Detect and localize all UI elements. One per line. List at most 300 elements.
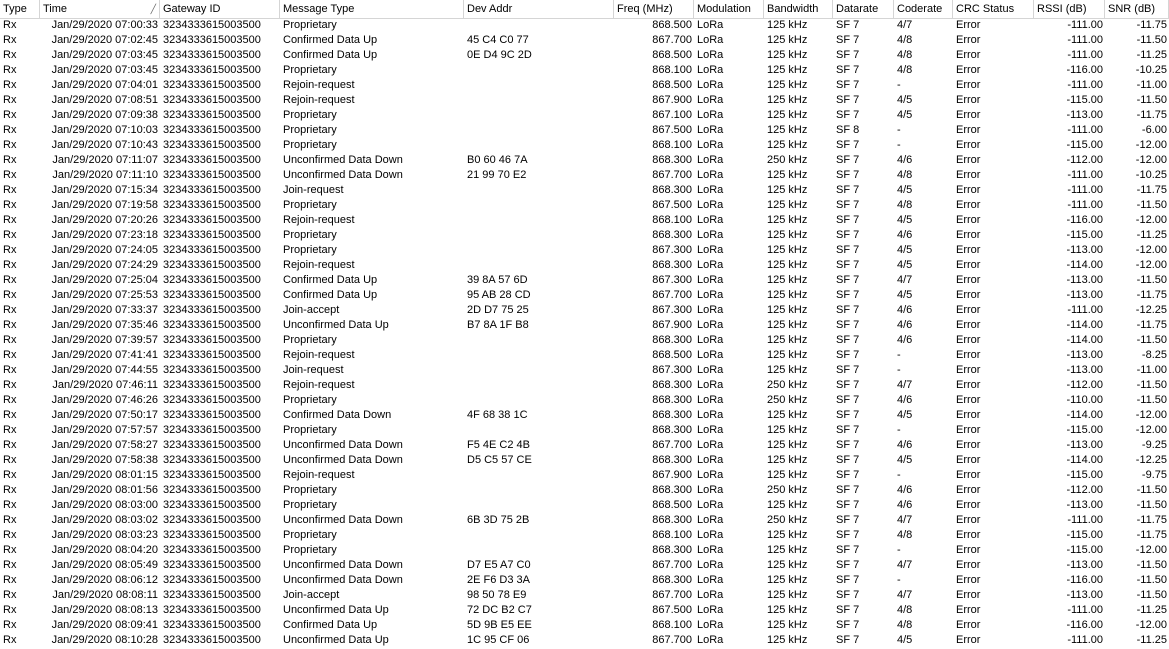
- cell-cr: 4/8: [897, 34, 913, 46]
- cell-type: Rx: [3, 454, 17, 466]
- table-body[interactable]: [0, 18, 1169, 649]
- table-row[interactable]: [0, 168, 1169, 183]
- cell-cr: 4/5: [897, 94, 913, 106]
- cell-snr: -11.50: [1136, 484, 1167, 496]
- cell-bw: 125 kHz: [767, 214, 808, 226]
- cell-dev: 2E F6 D3 3A: [467, 574, 530, 586]
- table-row[interactable]: [0, 468, 1169, 483]
- table-row[interactable]: [0, 303, 1169, 318]
- table-header-row: [0, 0, 1169, 19]
- table-row[interactable]: [0, 363, 1169, 378]
- cell-cr: 4/5: [897, 289, 913, 301]
- cell-crc: Error: [956, 394, 981, 406]
- cell-msg: Unconfirmed Data Down: [283, 514, 403, 526]
- cell-dev: [464, 198, 614, 213]
- cell-mod: LoRa: [697, 484, 724, 496]
- cell-mod: LoRa: [697, 334, 724, 346]
- cell-msg: Confirmed Data Up: [283, 274, 378, 286]
- table-row[interactable]: [0, 573, 1169, 588]
- table-row[interactable]: [0, 183, 1169, 198]
- cell-dr: SF 7: [836, 274, 860, 286]
- column-header-label: Time: [43, 3, 68, 15]
- cell-crc: Error: [956, 274, 981, 286]
- table-row[interactable]: [0, 438, 1169, 453]
- cell-gateway: 3234333615003500: [163, 124, 261, 136]
- cell-time: Jan/29/2020 07:39:57: [51, 334, 158, 346]
- cell-type: Rx: [3, 214, 17, 226]
- cell-crc: Error: [956, 169, 981, 181]
- cell-time: Jan/29/2020 07:46:26: [51, 394, 158, 406]
- cell-cr: 4/8: [897, 529, 913, 541]
- cell-crc: Error: [956, 94, 981, 106]
- cell-snr: -11.75: [1136, 319, 1167, 331]
- cell-cr: 4/6: [897, 229, 913, 241]
- cell-gateway: 3234333615003500: [163, 619, 261, 631]
- cell-snr: -11.50: [1136, 94, 1167, 106]
- table-row[interactable]: [0, 378, 1169, 393]
- column-header-label: Datarate: [836, 3, 879, 15]
- cell-type: Rx: [3, 64, 17, 76]
- table-row[interactable]: [0, 243, 1169, 258]
- table-row[interactable]: [0, 273, 1169, 288]
- cell-dev: [464, 333, 614, 348]
- cell-msg: Rejoin-request: [283, 379, 355, 391]
- cell-cr: 4/8: [897, 64, 913, 76]
- cell-snr: -12.00: [1135, 409, 1167, 421]
- table-row[interactable]: [0, 48, 1169, 63]
- table-row[interactable]: [0, 333, 1169, 348]
- table-row[interactable]: [0, 138, 1169, 153]
- cell-gateway: 3234333615003500: [163, 49, 261, 61]
- cell-bw: 125 kHz: [767, 334, 808, 346]
- cell-mod: LoRa: [697, 379, 724, 391]
- cell-cr: -: [897, 574, 901, 586]
- cell-time: Jan/29/2020 07:02:45: [51, 34, 158, 46]
- column-header-label: Coderate: [897, 3, 943, 15]
- cell-mod: LoRa: [697, 274, 724, 286]
- cell-bw: 125 kHz: [767, 574, 808, 586]
- cell-type: Rx: [3, 544, 17, 556]
- cell-dr: SF 7: [836, 109, 860, 121]
- cell-mod: LoRa: [697, 169, 724, 181]
- cell-freq: 868.300: [652, 544, 692, 556]
- column-header-label: SNR (dB): [1108, 3, 1156, 15]
- cell-freq: 868.100: [652, 64, 692, 76]
- cell-rssi: -114.00: [1066, 259, 1103, 271]
- column-header-dev[interactable]: [464, 0, 614, 18]
- cell-dev: 21 99 70 E2: [467, 169, 527, 181]
- table-row[interactable]: [0, 258, 1169, 273]
- cell-cr: 4/8: [897, 49, 913, 61]
- cell-dr: SF 7: [836, 19, 860, 31]
- cell-crc: Error: [956, 139, 981, 151]
- table-row[interactable]: [0, 288, 1169, 303]
- cell-crc: Error: [956, 349, 981, 361]
- cell-dev: [464, 18, 614, 33]
- cell-dr: SF 7: [836, 544, 860, 556]
- cell-gateway: 3234333615003500: [163, 94, 261, 106]
- cell-cr: 4/5: [897, 109, 913, 121]
- cell-gateway: 3234333615003500: [163, 289, 261, 301]
- cell-freq: 868.300: [652, 259, 692, 271]
- cell-snr: -11.50: [1136, 574, 1167, 586]
- cell-bw: 125 kHz: [767, 349, 808, 361]
- cell-rssi: -113.00: [1066, 499, 1103, 511]
- cell-mod: LoRa: [697, 619, 724, 631]
- cell-cr: 4/6: [897, 334, 913, 346]
- cell-dev: [464, 183, 614, 198]
- column-header-label: Modulation: [697, 3, 751, 15]
- cell-gateway: 3234333615003500: [163, 529, 261, 541]
- cell-snr: -12.00: [1135, 154, 1167, 166]
- cell-msg: Rejoin-request: [283, 349, 355, 361]
- cell-msg: Rejoin-request: [283, 259, 355, 271]
- table-row[interactable]: [0, 198, 1169, 213]
- cell-msg: Rejoin-request: [283, 79, 355, 91]
- cell-bw: 125 kHz: [767, 529, 808, 541]
- cell-snr: -11.75: [1136, 514, 1167, 526]
- cell-bw: 125 kHz: [767, 469, 808, 481]
- cell-cr: -: [897, 124, 901, 136]
- table-row[interactable]: [0, 318, 1169, 333]
- cell-cr: 4/8: [897, 169, 913, 181]
- cell-snr: -11.00: [1136, 364, 1167, 376]
- cell-dr: SF 7: [836, 604, 860, 616]
- table-row[interactable]: [0, 18, 1169, 33]
- column-header-label: Message Type: [283, 3, 355, 15]
- cell-snr: -11.50: [1136, 499, 1167, 511]
- cell-dr: SF 7: [836, 364, 860, 376]
- cell-rssi: -111.00: [1067, 34, 1103, 46]
- table-row[interactable]: [0, 123, 1169, 138]
- cell-rssi: -115.00: [1066, 544, 1103, 556]
- cell-type: Rx: [3, 589, 17, 601]
- column-header-mod[interactable]: [694, 0, 764, 18]
- cell-crc: Error: [956, 184, 981, 196]
- cell-dr: SF 7: [836, 349, 860, 361]
- cell-msg: Confirmed Data Up: [283, 619, 378, 631]
- cell-bw: 250 kHz: [767, 379, 808, 391]
- column-header-cr[interactable]: [894, 0, 953, 18]
- cell-freq: 868.300: [652, 454, 692, 466]
- cell-type: Rx: [3, 259, 17, 271]
- cell-bw: 125 kHz: [767, 199, 808, 211]
- table-row[interactable]: [0, 498, 1169, 513]
- cell-mod: LoRa: [697, 229, 724, 241]
- table-row[interactable]: [0, 213, 1169, 228]
- cell-dr: SF 7: [836, 34, 860, 46]
- cell-dev: B7 8A 1F B8: [467, 319, 529, 331]
- cell-crc: Error: [956, 409, 981, 421]
- cell-mod: LoRa: [697, 154, 724, 166]
- cell-rssi: -114.00: [1066, 409, 1103, 421]
- cell-msg: Proprietary: [283, 64, 337, 76]
- table-row[interactable]: [0, 228, 1169, 243]
- cell-bw: 125 kHz: [767, 184, 808, 196]
- cell-bw: 125 kHz: [767, 604, 808, 616]
- cell-bw: 125 kHz: [767, 244, 808, 256]
- table-row[interactable]: [0, 543, 1169, 558]
- column-header-time[interactable]: [40, 0, 160, 18]
- cell-time: Jan/29/2020 07:08:51: [51, 94, 158, 106]
- column-header-dr[interactable]: [833, 0, 894, 18]
- cell-snr: -11.50: [1136, 334, 1167, 346]
- cell-freq: 868.300: [652, 409, 692, 421]
- cell-msg: Proprietary: [283, 529, 337, 541]
- table-row[interactable]: [0, 408, 1169, 423]
- cell-dev: [464, 213, 614, 228]
- column-header-bw[interactable]: [764, 0, 833, 18]
- cell-dr: SF 7: [836, 64, 860, 76]
- cell-type: Rx: [3, 604, 17, 616]
- table-row[interactable]: [0, 633, 1169, 648]
- table-row[interactable]: [0, 513, 1169, 528]
- cell-cr: -: [897, 79, 901, 91]
- cell-time: Jan/29/2020 07:24:29: [51, 259, 158, 271]
- cell-bw: 250 kHz: [767, 394, 808, 406]
- cell-mod: LoRa: [697, 409, 724, 421]
- cell-rssi: -115.00: [1066, 229, 1103, 241]
- cell-msg: Join-accept: [283, 589, 340, 601]
- cell-snr: -12.00: [1135, 214, 1167, 226]
- cell-rssi: -111.00: [1067, 124, 1103, 136]
- cell-cr: 4/5: [897, 244, 913, 256]
- table-row[interactable]: [0, 348, 1169, 363]
- column-header-type[interactable]: [0, 0, 40, 18]
- cell-type: Rx: [3, 409, 17, 421]
- cell-rssi: -111.00: [1067, 49, 1103, 61]
- cell-dev: 45 C4 C0 77: [467, 34, 529, 46]
- cell-freq: 868.500: [652, 49, 692, 61]
- cell-cr: 4/5: [897, 454, 913, 466]
- cell-dev: 39 8A 57 6D: [467, 274, 528, 286]
- cell-dr: SF 7: [836, 514, 860, 526]
- cell-rssi: -113.00: [1066, 349, 1103, 361]
- cell-freq: 867.700: [652, 559, 692, 571]
- cell-type: Rx: [3, 379, 17, 391]
- cell-mod: LoRa: [697, 19, 724, 31]
- cell-msg: Join-request: [283, 184, 344, 196]
- cell-bw: 125 kHz: [767, 439, 808, 451]
- cell-gateway: 3234333615003500: [163, 349, 261, 361]
- table-row[interactable]: [0, 603, 1169, 618]
- cell-crc: Error: [956, 64, 981, 76]
- cell-mod: LoRa: [697, 529, 724, 541]
- cell-cr: 4/7: [897, 274, 913, 286]
- cell-bw: 250 kHz: [767, 154, 808, 166]
- cell-time: Jan/29/2020 08:03:23: [51, 529, 158, 541]
- cell-gateway: 3234333615003500: [163, 319, 261, 331]
- cell-bw: 125 kHz: [767, 109, 808, 121]
- cell-time: Jan/29/2020 07:33:37: [51, 304, 158, 316]
- cell-gateway: 3234333615003500: [163, 154, 261, 166]
- column-header-snr[interactable]: [1105, 0, 1169, 18]
- cell-bw: 125 kHz: [767, 94, 808, 106]
- cell-rssi: -113.00: [1066, 244, 1103, 256]
- cell-cr: -: [897, 349, 901, 361]
- cell-mod: LoRa: [697, 499, 724, 511]
- cell-freq: 867.300: [652, 304, 692, 316]
- cell-cr: 4/6: [897, 394, 913, 406]
- cell-rssi: -115.00: [1066, 469, 1103, 481]
- cell-cr: 4/5: [897, 184, 913, 196]
- cell-freq: 868.300: [652, 334, 692, 346]
- cell-dr: SF 7: [836, 184, 860, 196]
- cell-crc: Error: [956, 214, 981, 226]
- table-row[interactable]: [0, 393, 1169, 408]
- cell-gateway: 3234333615003500: [163, 109, 261, 121]
- cell-freq: 868.300: [652, 574, 692, 586]
- cell-bw: 125 kHz: [767, 589, 808, 601]
- cell-mod: LoRa: [697, 49, 724, 61]
- cell-freq: 867.300: [652, 364, 692, 376]
- column-header-rssi[interactable]: [1034, 0, 1105, 18]
- cell-bw: 125 kHz: [767, 634, 808, 646]
- cell-snr: -11.50: [1136, 34, 1167, 46]
- cell-gateway: 3234333615003500: [163, 604, 261, 616]
- cell-bw: 125 kHz: [767, 259, 808, 271]
- table-row[interactable]: [0, 108, 1169, 123]
- cell-msg: Proprietary: [283, 139, 337, 151]
- cell-rssi: -113.00: [1066, 289, 1103, 301]
- cell-crc: Error: [956, 589, 981, 601]
- cell-msg: Proprietary: [283, 334, 337, 346]
- cell-rssi: -111.00: [1067, 79, 1103, 91]
- cell-cr: 4/5: [897, 259, 913, 271]
- table-row[interactable]: [0, 618, 1169, 633]
- table-row[interactable]: [0, 483, 1169, 498]
- cell-time: Jan/29/2020 07:11:10: [52, 169, 158, 181]
- cell-gateway: 3234333615003500: [163, 274, 261, 286]
- cell-time: Jan/29/2020 07:24:05: [51, 244, 158, 256]
- cell-dr: SF 7: [836, 424, 860, 436]
- cell-freq: 868.500: [652, 79, 692, 91]
- table-row[interactable]: [0, 423, 1169, 438]
- cell-bw: 125 kHz: [767, 319, 808, 331]
- cell-dr: SF 7: [836, 199, 860, 211]
- cell-bw: 125 kHz: [767, 64, 808, 76]
- cell-snr: -12.00: [1135, 544, 1167, 556]
- cell-msg: Proprietary: [283, 544, 337, 556]
- cell-msg: Unconfirmed Data Up: [283, 319, 389, 331]
- cell-dr: SF 7: [836, 589, 860, 601]
- cell-freq: 867.900: [652, 94, 692, 106]
- cell-gateway: 3234333615003500: [163, 499, 261, 511]
- cell-msg: Proprietary: [283, 109, 337, 121]
- table-row[interactable]: [0, 93, 1169, 108]
- cell-bw: 125 kHz: [767, 619, 808, 631]
- column-header-crc[interactable]: [953, 0, 1034, 18]
- cell-mod: LoRa: [697, 124, 724, 136]
- cell-mod: LoRa: [697, 214, 724, 226]
- cell-dev: [464, 78, 614, 93]
- table-row[interactable]: [0, 153, 1169, 168]
- cell-rssi: -115.00: [1066, 139, 1103, 151]
- cell-freq: 867.500: [652, 199, 692, 211]
- column-header-label: CRC Status: [956, 3, 1015, 15]
- table-row[interactable]: [0, 453, 1169, 468]
- cell-mod: LoRa: [697, 34, 724, 46]
- cell-type: Rx: [3, 334, 17, 346]
- cell-msg: Unconfirmed Data Down: [283, 574, 403, 586]
- cell-crc: Error: [956, 289, 981, 301]
- cell-time: Jan/29/2020 07:15:34: [51, 184, 158, 196]
- table-row[interactable]: [0, 63, 1169, 78]
- column-header-freq[interactable]: [614, 0, 694, 18]
- cell-dr: SF 7: [836, 94, 860, 106]
- cell-crc: Error: [956, 319, 981, 331]
- cell-time: Jan/29/2020 08:09:41: [51, 619, 158, 631]
- table-row[interactable]: [0, 588, 1169, 603]
- cell-type: Rx: [3, 184, 17, 196]
- cell-rssi: -112.00: [1066, 379, 1103, 391]
- cell-msg: Rejoin-request: [283, 94, 355, 106]
- cell-freq: 867.700: [652, 169, 692, 181]
- cell-snr: -12.25: [1135, 304, 1167, 316]
- cell-mod: LoRa: [697, 394, 724, 406]
- table-row[interactable]: [0, 33, 1169, 48]
- table-row[interactable]: [0, 558, 1169, 573]
- cell-bw: 125 kHz: [767, 364, 808, 376]
- cell-dr: SF 7: [836, 484, 860, 496]
- cell-freq: 868.500: [652, 349, 692, 361]
- cell-dev: 4F 68 38 1C: [467, 409, 528, 421]
- cell-rssi: -114.00: [1066, 454, 1103, 466]
- cell-snr: -10.25: [1135, 64, 1167, 76]
- cell-gateway: 3234333615003500: [163, 79, 261, 91]
- cell-type: Rx: [3, 49, 17, 61]
- cell-dr: SF 7: [836, 289, 860, 301]
- table-row[interactable]: [0, 528, 1169, 543]
- cell-gateway: 3234333615003500: [163, 409, 261, 421]
- cell-freq: 868.100: [652, 139, 692, 151]
- cell-msg: Unconfirmed Data Down: [283, 439, 403, 451]
- cell-cr: -: [897, 544, 901, 556]
- cell-snr: -11.50: [1136, 274, 1167, 286]
- cell-dev: B0 60 46 7A: [467, 154, 528, 166]
- cell-time: Jan/29/2020 08:08:13: [51, 604, 158, 616]
- cell-freq: 867.500: [652, 604, 692, 616]
- cell-bw: 125 kHz: [767, 49, 808, 61]
- cell-type: Rx: [3, 484, 17, 496]
- table-row[interactable]: [0, 78, 1169, 93]
- cell-bw: 125 kHz: [767, 124, 808, 136]
- cell-dev: [464, 363, 614, 378]
- cell-time: Jan/29/2020 07:58:38: [51, 454, 158, 466]
- cell-mod: LoRa: [697, 304, 724, 316]
- cell-crc: Error: [956, 34, 981, 46]
- cell-mod: LoRa: [697, 439, 724, 451]
- cell-snr: -12.00: [1135, 619, 1167, 631]
- cell-freq: 867.700: [652, 589, 692, 601]
- column-header-gateway[interactable]: [160, 0, 280, 18]
- cell-time: Jan/29/2020 07:44:55: [51, 364, 158, 376]
- cell-cr: 4/6: [897, 439, 913, 451]
- cell-dr: SF 7: [836, 304, 860, 316]
- cell-type: Rx: [3, 319, 17, 331]
- cell-freq: 868.100: [652, 214, 692, 226]
- cell-snr: -11.25: [1136, 634, 1167, 646]
- column-header-msg[interactable]: [280, 0, 464, 18]
- cell-time: Jan/29/2020 07:19:58: [51, 199, 158, 211]
- cell-cr: 4/7: [897, 379, 913, 391]
- cell-crc: Error: [956, 49, 981, 61]
- cell-snr: -11.50: [1136, 589, 1167, 601]
- cell-rssi: -110.00: [1066, 394, 1103, 406]
- cell-type: Rx: [3, 229, 17, 241]
- cell-freq: 868.300: [652, 394, 692, 406]
- cell-dev: [464, 378, 614, 393]
